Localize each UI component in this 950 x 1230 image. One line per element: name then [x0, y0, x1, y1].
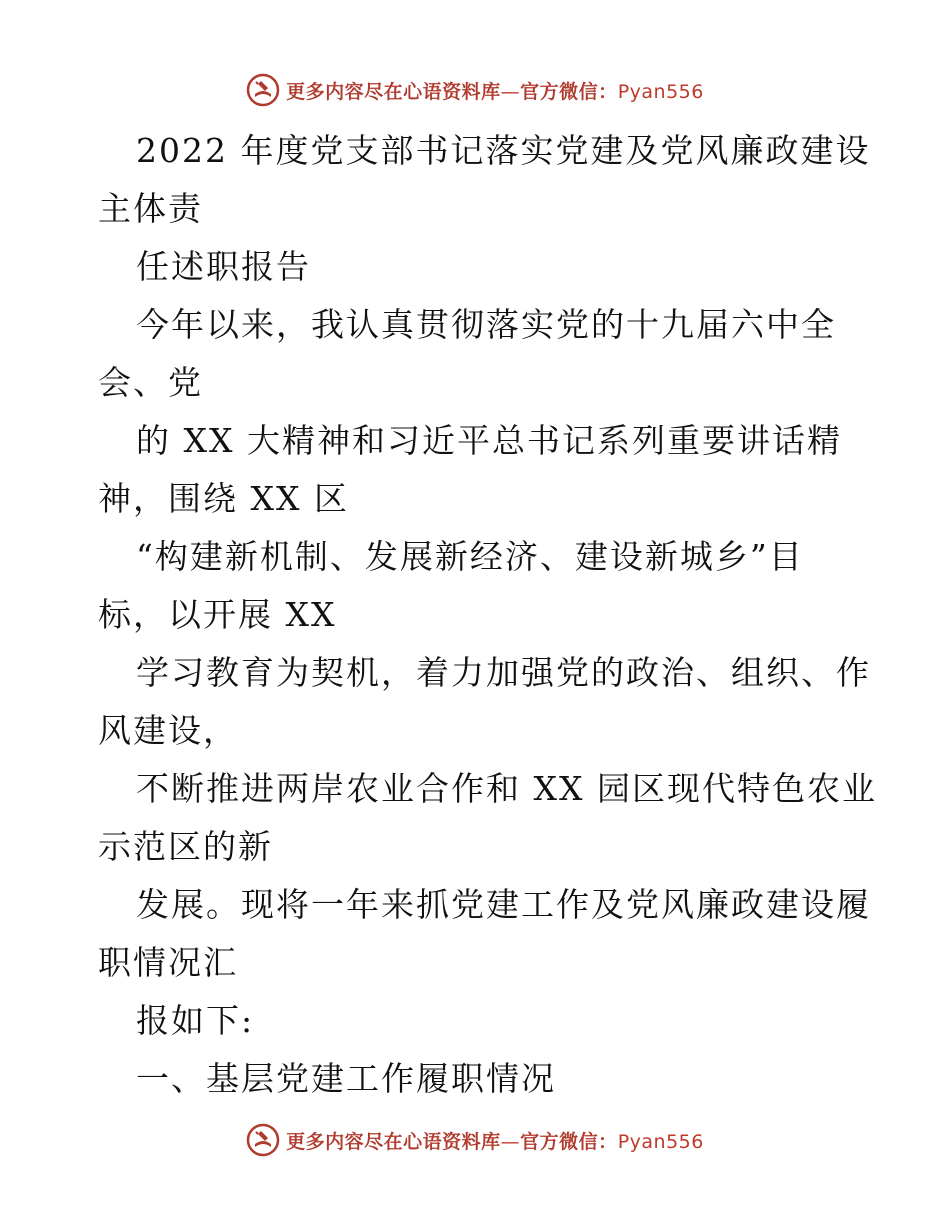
watermark-brand: 更多内容尽在心语资料库 [286, 1130, 501, 1153]
document-line: 神，围绕 XX 区 [98, 479, 349, 518]
document-body [98, 122, 877, 1108]
document-line: 一、基层党建工作履职情况 [136, 1059, 556, 1098]
watermark-contact-id: Pyan556 [617, 80, 704, 103]
document-line: 任述职报告 [136, 247, 311, 286]
watermark-text [286, 1127, 704, 1154]
document-line: “构建新机制、发展新经济、建设新城乡”目 [136, 537, 804, 576]
document-line: 风建设， [98, 711, 238, 750]
document-line: 不断推进两岸农业合作和 XX 园区现代特色农业 [136, 769, 877, 808]
watermark-contact-label: 官方微信： [520, 80, 618, 103]
watermark-separator: — [500, 1130, 521, 1153]
document-line: 标，以开展 XX [98, 595, 337, 634]
watermark-separator: — [500, 80, 521, 103]
document-line: 报如下: [136, 1001, 255, 1040]
document-line: 发展。现将一年来抓党建工作及党风廉政建设履 [136, 885, 871, 924]
document-line: 的 XX 大精神和习近平总书记系列重要讲话精 [136, 421, 842, 460]
book-pen-logo-icon [246, 73, 280, 107]
watermark-footer [0, 1120, 950, 1160]
watermark-text [286, 77, 704, 104]
document-line: 会、党 [98, 363, 203, 402]
document-line: 学习教育为契机，着力加强党的政治、组织、作 [136, 653, 871, 692]
watermark-brand: 更多内容尽在心语资料库 [286, 80, 501, 103]
watermark-header [0, 70, 950, 110]
watermark-contact-label: 官方微信： [520, 1130, 618, 1153]
document-line: 主体责 [98, 189, 203, 228]
watermark-contact-id: Pyan556 [617, 1130, 704, 1153]
book-pen-logo-icon [246, 1123, 280, 1157]
document-line: 今年以来，我认真贯彻落实党的十九届六中全 [136, 305, 836, 344]
document-line: 2022 年度党支部书记落实党建及党风廉政建设 [136, 131, 871, 170]
document-line: 示范区的新 [98, 827, 273, 866]
document-line: 职情况汇 [98, 943, 238, 982]
